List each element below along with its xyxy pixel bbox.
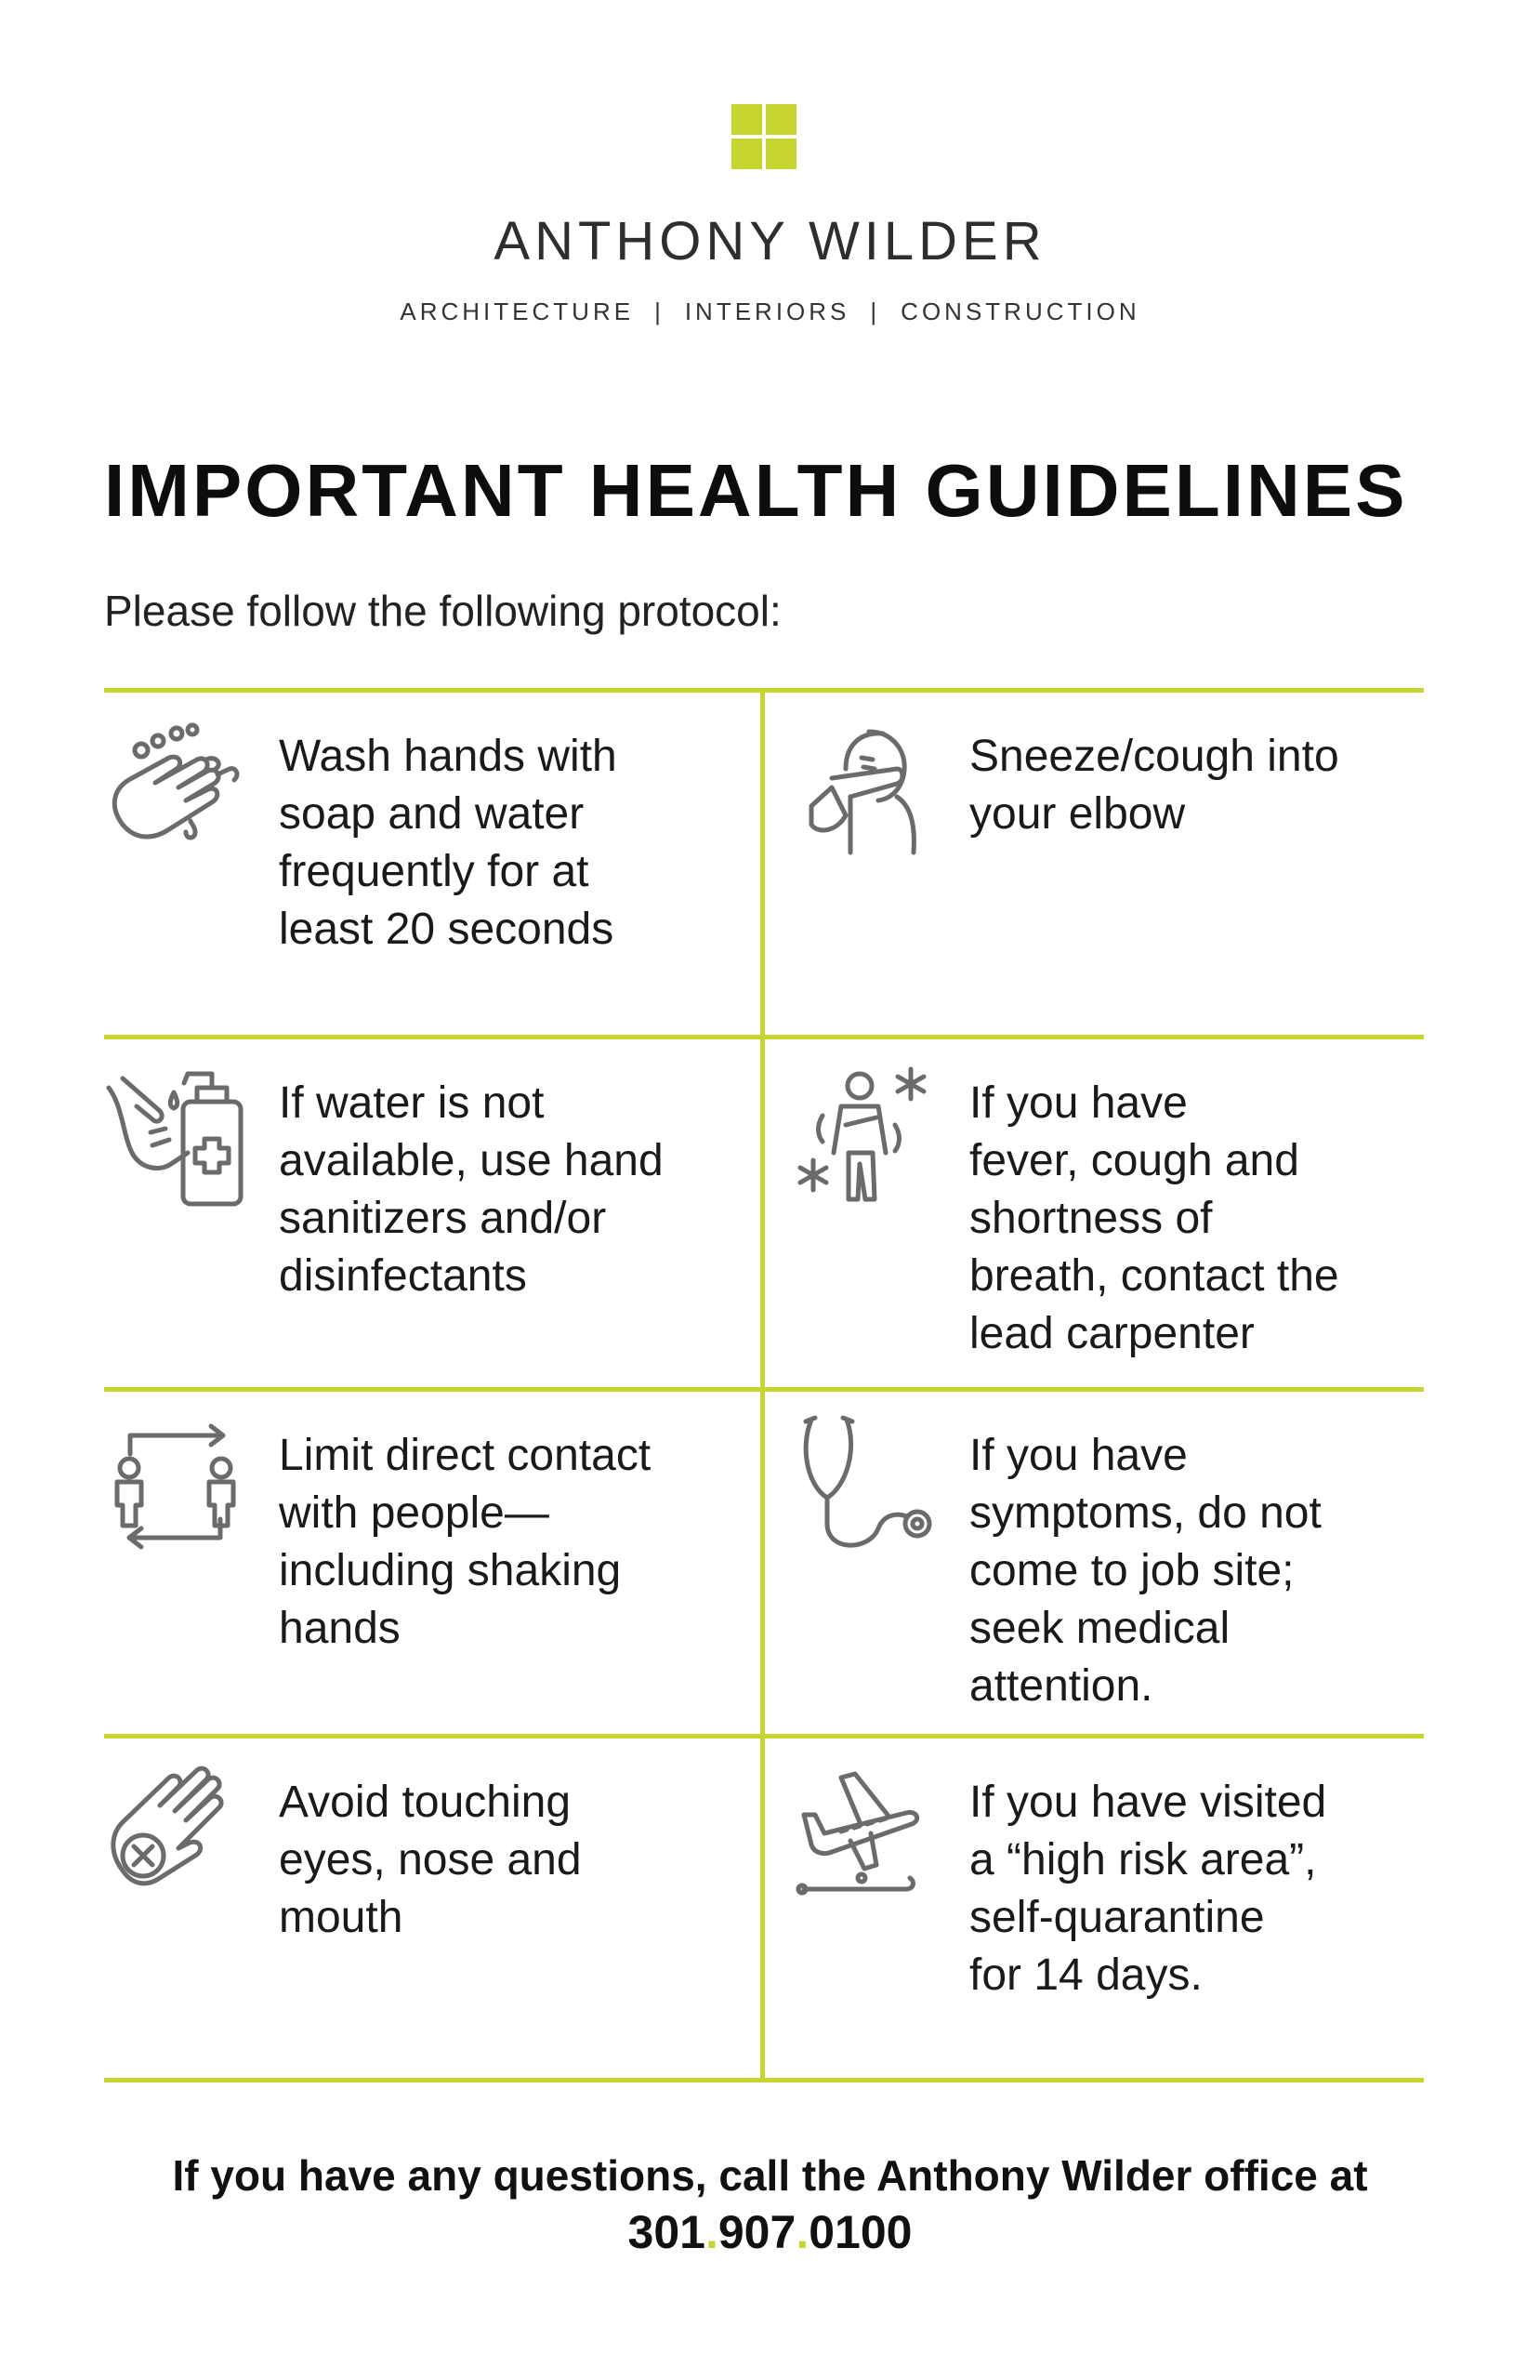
- guideline-wash-hands: [104, 693, 755, 1037]
- no-touch-hand-icon: [104, 1759, 253, 1908]
- footer-contact-text: If you have any questions, call the Anthony Wilder office at: [172, 2151, 1368, 2200]
- sick-person-icon: [795, 1060, 943, 1209]
- stethoscope-icon: [795, 1412, 943, 1561]
- page-title: IMPORTANT HEALTH GUIDELINES: [104, 449, 1408, 532]
- brand-logo-icon: [731, 104, 796, 169]
- phone-part: 907: [717, 2206, 796, 2258]
- guideline-seek-medical: [795, 1392, 1445, 1736]
- guideline-text: If you have symptoms, do not come to job site; seek medical attention.: [969, 1431, 1322, 1711]
- tagline-construction: CONSTRUCTION: [901, 298, 1140, 325]
- guideline-sneeze-elbow: [795, 693, 1445, 1037]
- guideline-text: Wash hands with soap and water frequently for at least 20 seconds: [279, 732, 617, 954]
- sneeze-elbow-icon: [795, 713, 943, 862]
- brand-name: ANTHONY WILDER: [494, 211, 1046, 271]
- guideline-text: If you have visited a “high risk area”, self-quarantine for 14 days.: [969, 1778, 1327, 2000]
- airplane-icon: [795, 1759, 943, 1908]
- phone-part: 0100: [809, 2206, 913, 2258]
- tagline-separator: |: [654, 298, 665, 325]
- tagline-interiors: INTERIORS: [684, 298, 850, 325]
- phone-number: [0, 2205, 1540, 2259]
- social-distance-icon: [104, 1412, 253, 1561]
- guideline-avoid-touching: [104, 1739, 755, 2082]
- intro-text: Please follow the following protocol:: [104, 587, 782, 635]
- hand-sanitizer-icon: [104, 1060, 253, 1209]
- guideline-text: If water is not available, use hand sanitizers and/or disinfectants: [279, 1078, 664, 1301]
- guideline-self-quarantine: [795, 1739, 1445, 2082]
- brand-tagline: [0, 298, 1540, 326]
- handwashing-icon: [104, 713, 253, 862]
- guideline-hand-sanitizer: [104, 1039, 755, 1383]
- phone-dot: .: [704, 2206, 718, 2258]
- guideline-text: Sneeze/cough into your elbow: [969, 732, 1339, 839]
- phone-part: 301: [627, 2206, 705, 2258]
- guideline-symptoms-contact: [795, 1039, 1445, 1383]
- tagline-separator: |: [870, 298, 881, 325]
- guideline-text: Avoid touching eyes, nose and mouth: [279, 1778, 582, 1942]
- guideline-text: If you have fever, cough and shortness of breath, contact the lead carpenter: [969, 1078, 1339, 1358]
- tagline-architecture: ARCHITECTURE: [400, 298, 635, 325]
- phone-dot: .: [796, 2206, 809, 2258]
- guideline-limit-contact: [104, 1392, 755, 1736]
- guideline-text: Limit direct contact with people— including shaking hands: [279, 1431, 652, 1653]
